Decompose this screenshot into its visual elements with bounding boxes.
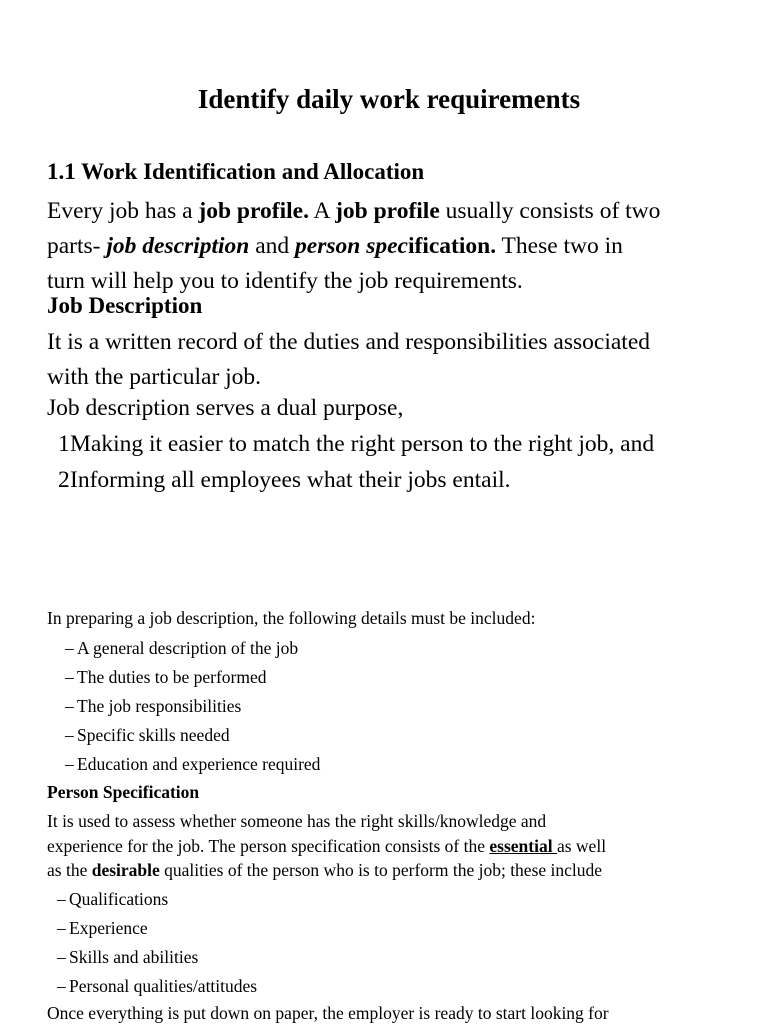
page-title: Identify daily work requirements [197,84,581,114]
term-ification: ification. [407,233,497,259]
term-job-profile: job profile. [198,198,309,224]
list-item: – Experience [57,918,148,938]
job-description-purpose: Job description serves a dual purpose, [47,395,404,421]
list-item: – Skills and abilities [57,947,199,967]
person-specification-list [57,885,257,1001]
person-specification-heading: Person Specification [47,782,200,802]
job-description-definition: It is a written record of the duties and responsibilities associated with the particular job. [47,329,651,390]
list-item: – Specific skills needed [65,725,230,745]
details-list [65,634,320,779]
intro-line-3: turn will help you to identify the job requirements. [47,268,523,294]
list-item: 1Making it easier to match the right person to the right job, and [58,431,655,457]
closing-line: Once everything is put down on paper, the employer is ready to start looking for [47,1003,609,1023]
list-item: – Personal qualities/attitudes [57,976,258,996]
purpose-list [58,426,654,498]
details-intro: In preparing a job description, the following details must be included: [47,608,536,628]
term-job-profile-2: job profile [335,198,440,224]
term-job-description: job description [106,233,250,259]
list-item: – A general description of the job [65,638,299,658]
list-item: 2Informing all employees what their jobs entail. [58,467,511,493]
list-item: – Education and experience required [65,754,321,774]
intro-line-2: parts- job description and person specification. These two in [47,233,623,259]
list-item: – The duties to be performed [65,667,267,687]
term-person-spec: person spec [295,233,408,259]
term-essential: essential [489,835,557,856]
list-item: – The job responsibilities [65,696,242,716]
job-description-heading: Job Description [47,293,203,318]
term-desirable: desirable [91,860,160,880]
person-specification-paragraph: It is used to assess whether someone has the right skills/knowledge and experience for the job. The person specification consists of the essential as well as the desirable qualities of the person who is to perform the job; these include [47,811,607,880]
section-heading: 1.1 Work Identification and Allocation [47,159,425,184]
list-item: – Qualifications [57,889,169,909]
intro-paragraph [47,194,660,299]
intro-line-1: Every job has a job profile. A job profile usually consists of two [47,198,661,224]
